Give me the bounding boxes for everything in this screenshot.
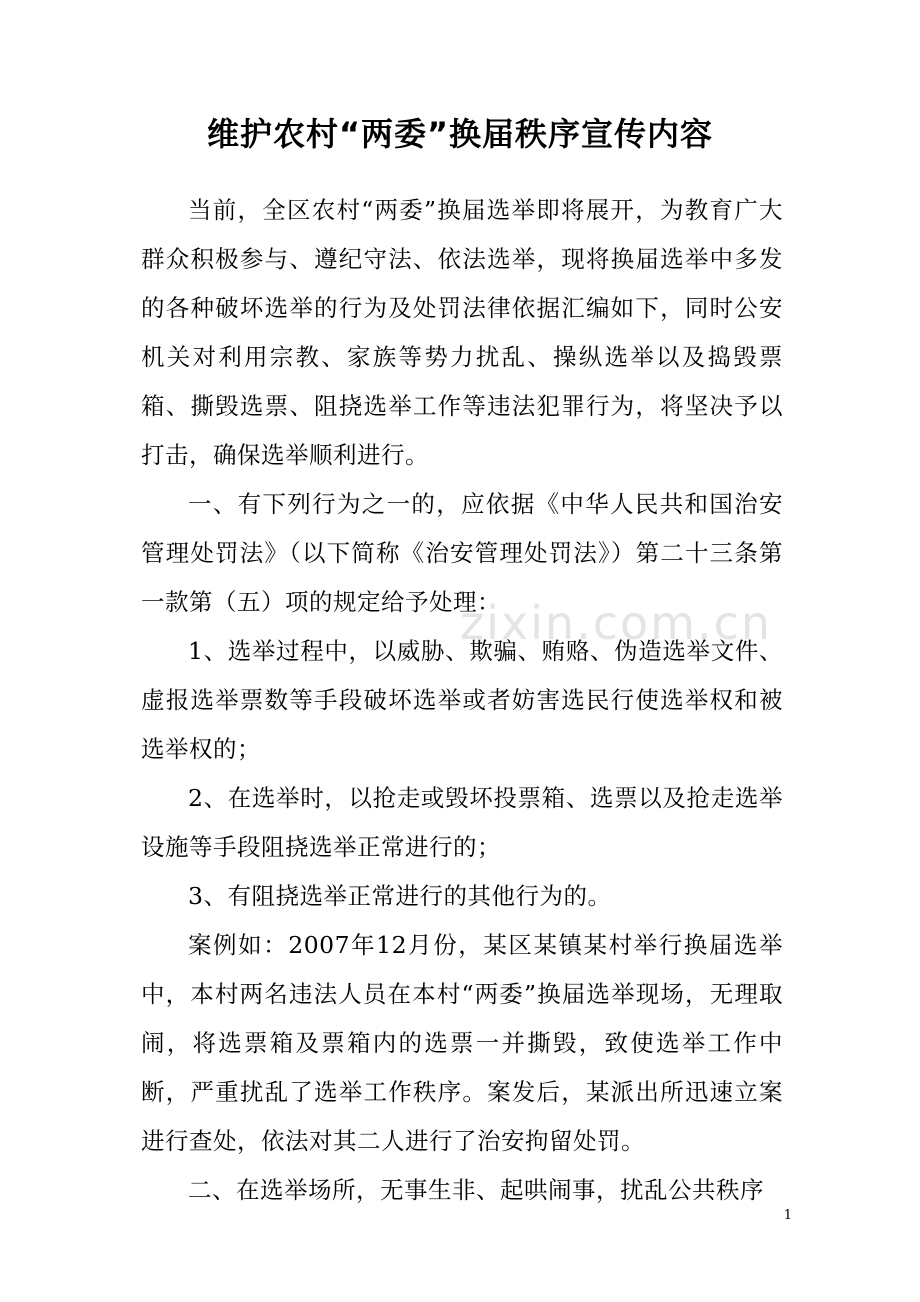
paragraph-item-2: 2、在选举时，以抢走或毁坏投票箱、选票以及抢走选举设施等手段阻挠选举正常进行的；	[141, 784, 783, 861]
document-body	[141, 186, 783, 1215]
document-title: 维护农村“两委”换届秩序宣传内容	[206, 115, 714, 153]
paragraph-item-3: 3、有阻挠选举正常进行的其他行为的。	[188, 882, 612, 910]
paragraph-section-two: 二、在选举场所，无事生非、起哄闹事，扰乱公共秩序	[188, 1176, 764, 1204]
paragraph-item-1: 1、选举过程中，以威胁、欺骗、贿赂、伪造选举文件、虚报选举票数等手段破坏选举或者妨害选民行使选举权和被选举权的；	[141, 637, 783, 763]
paragraph-intro: 当前，全区农村“两委”换届选举即将展开，为教育广大群众积极参与、遵纪守法、依法选举，现将换届选举中多发的各种破坏选举的行为及处罚法律依据汇编如下，同时公安机关对利用宗教、家族等势力扰乱、操纵选举以及捣毁票箱、撕毁选票、阻挠选举工作等违法犯罪行为，将坚决予以打击，确保选举顺利进行。	[141, 196, 783, 469]
page-number: 1	[783, 1208, 792, 1223]
paragraph-case-example: 案例如：2007年12月份，某区某镇某村举行换届选举中，本村两名违法人员在本村“两委”换届选举现场，无理取闹，将选票箱及票箱内的选票一并撕毁，致使选举工作中断，严重扰乱了选举工作秩序。案发后，某派出所迅速立案进行查处，依法对其二人进行了治安拘留处罚。	[141, 931, 783, 1155]
watermark: zixin.com.cn	[460, 596, 773, 650]
paragraph-section-one: 一、有下列行为之一的，应依据《中华人民共和国治安管理处罚法》（以下简称《治安管理处罚法》）第二十三条第一款第（五）项的规定给予处理：	[141, 490, 783, 616]
